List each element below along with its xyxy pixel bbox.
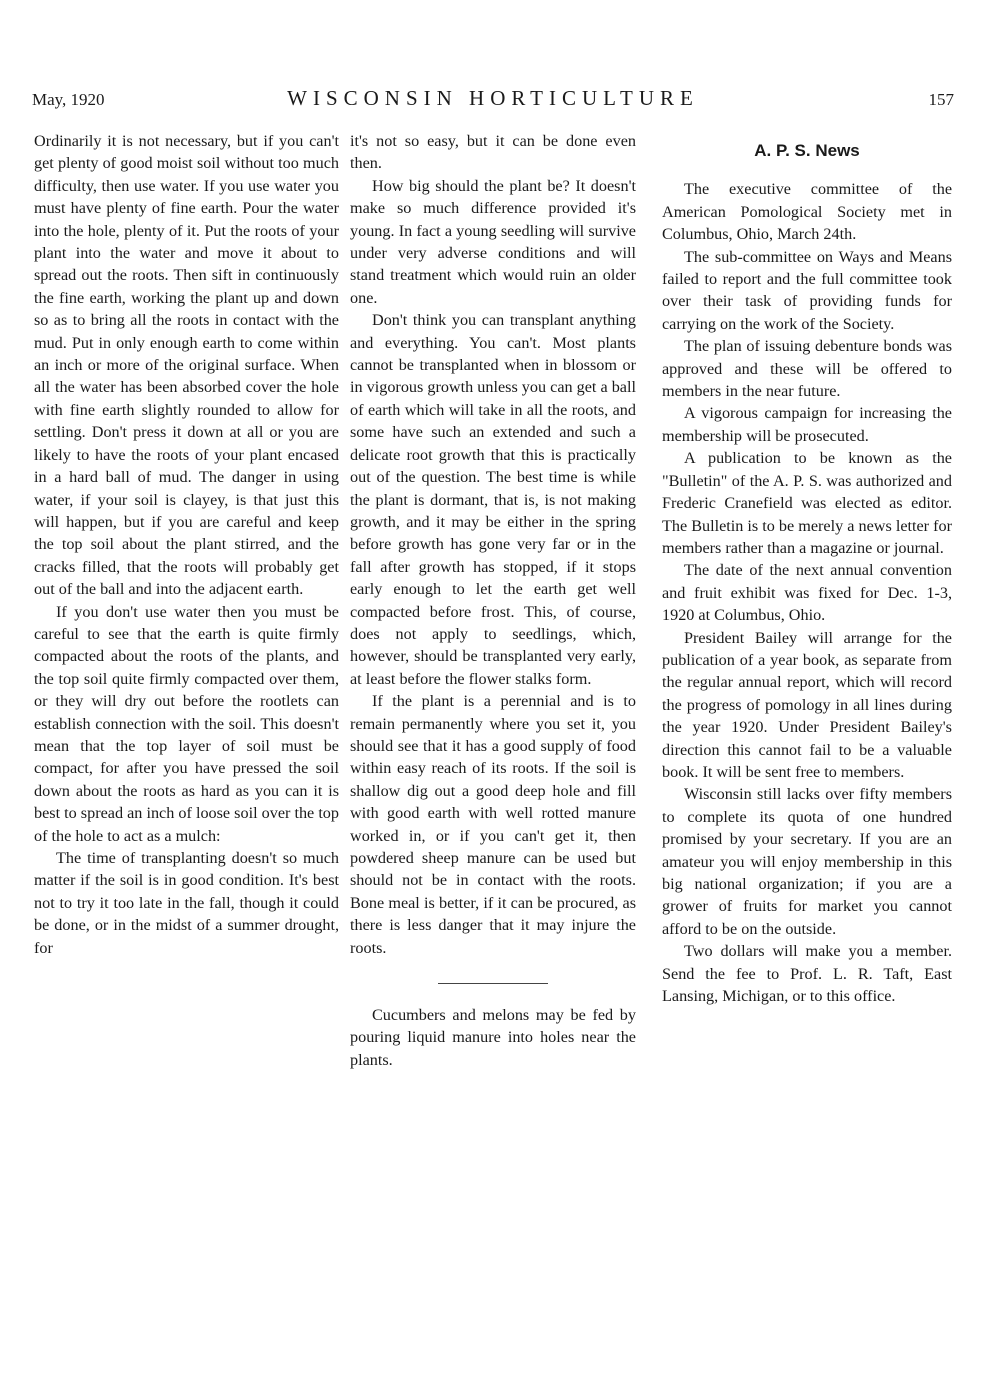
paragraph: The plan of issuing debenture bonds was approved and these will be offered to members in the near future. [662,337,952,401]
section-heading: A. P. S. News [754,141,860,160]
paragraph: The date of the next annual convention and fruit exhibit was fixed for Dec. 1-3, 1920 at Columbus, Ohio. [662,561,952,625]
issue-date: May, 1920 [32,90,105,109]
page-header [32,86,954,120]
column-2 [350,130,636,1071]
paragraph: The sub-committee on Ways and Means failed to report and the full committee took over their task of providing funds for carrying on the work of the Society. [662,247,952,333]
paragraph: President Bailey will arrange for the publication of a year book, as separate from the regular annual report, which will record the progress of pomology in all lines during the year 1920. Under President Bailey's direction this cannot fail to be a valuable book. It will be sent free to members. [662,628,952,781]
column-1 [34,130,339,959]
paragraph: Cucumbers and melons may be fed by pouring liquid manure into holes near the plants. [350,1006,636,1069]
paragraph: How big should the plant be? It doesn't make so much difference provided it's young. In fact a young seedling will survive under very adverse conditions and will stand treatment which would ruin an older one. [350,176,636,307]
page-number: 157 [928,90,954,109]
paragraph: A publication to be known as the "Bulletin" of the A. P. S. was authorized and Frederic Cranefield was elected as editor. The Bulletin is to be merely a news letter for members rather than a magazine or journal. [662,449,952,557]
paragraph: If the plant is a perennial and is to remain permanently where you set it, you should see that it has a good supply of food within easy reach of its roots. If the soil is shallow dig out a good deep hole and fill with good earth with well rotted manure worked in, or if you can't get it, then powdered sheep manure can be used but should not be in contact with the roots. Bone meal is better, if it can be procured, as there is less danger that it may injure the roots. [350,692,636,957]
paragraph: Don't think you can transplant anything and everything. You can't. Most plants cannot be transplanted when in blossom or in vigorous growth unless you can get a ball of earth which will take in all the roots, and some have such an extended and such a delicate root growth that this is practically out of the question. The best time is while the plant is dormant, that is, is not making growth, and it may be either in the spring before growth has gone very far or in the fall after growth has stopped, if it stops early enough to let the earth get well compacted before frost. This, of course, does not apply to seedlings, which, however, should be transplanted very early, at least before the flower stalks form. [350,311,636,688]
paragraph: Wisconsin still lacks over fifty members to complete its quota of one hundred promised by your secretary. If you are an amateur you will enjoy membership in this big national organization; if you are a grower of fruits for market you cannot afford to be on the outside. [662,785,952,938]
paragraph: Ordinarily it is not necessary, but if you can't get plenty of good moist soil without too much difficulty, then use water. If you use water you must have plenty of fine earth. Pour the water into the hole, plenty of it. Put the roots of your plant into the water and move it about to spread out the roots. Then sift in continuously the fine earth, working the plant up and down so as to bring all the roots in contact with the mud. Put in only enough earth to come within an inch or more of the original surface. When all the water has been absorbed cover the hole with fine earth slightly rounded to allow for settling. Don't press it down at all or you are likely to have the roots of your plant encased in a hard ball of mud. The danger in using water, if your soil is clayey, is that just this will happen, but if you are careful and keep the top soil about the plant stirred, and the cracks filled, that the roots will probably get out of the ball and into the adjacent earth. [34,132,339,599]
paragraph: Two dollars will make you a member. Send the fee to Prof. L. R. Taft, East Lansing, Michigan, or to this office. [662,942,952,1006]
section-divider [438,983,548,984]
paragraph: The executive committee of the American Pomological Society met in Columbus, Ohio, March 24th. [662,180,952,244]
paragraph: it's not so easy, but it can be done even then. [350,132,636,173]
paragraph: If you don't use water then you must be careful to see that the earth is quite firmly compacted about the roots of the plants, and the top soil quite firmly compacted over them, or they will dry out before the rootlets can establish connection with the soil. This doesn't mean that the top layer of soil must be compact, for after you have pressed the soil down about the roots as hard as you can it is best to spread an inch of loose soil over the top of the hole to act as a mulch: [34,602,339,845]
paragraph: The time of transplanting doesn't so much matter if the soil is in good condition. It's best not to try it too late in the fall, though it could be done, or in the midst of a summer drought, for [34,849,339,957]
paragraph: A vigorous campaign for increasing the membership will be prosecuted. [662,404,952,445]
publication-title: WISCONSIN HORTICULTURE [287,86,699,110]
column-3 [662,130,952,1007]
